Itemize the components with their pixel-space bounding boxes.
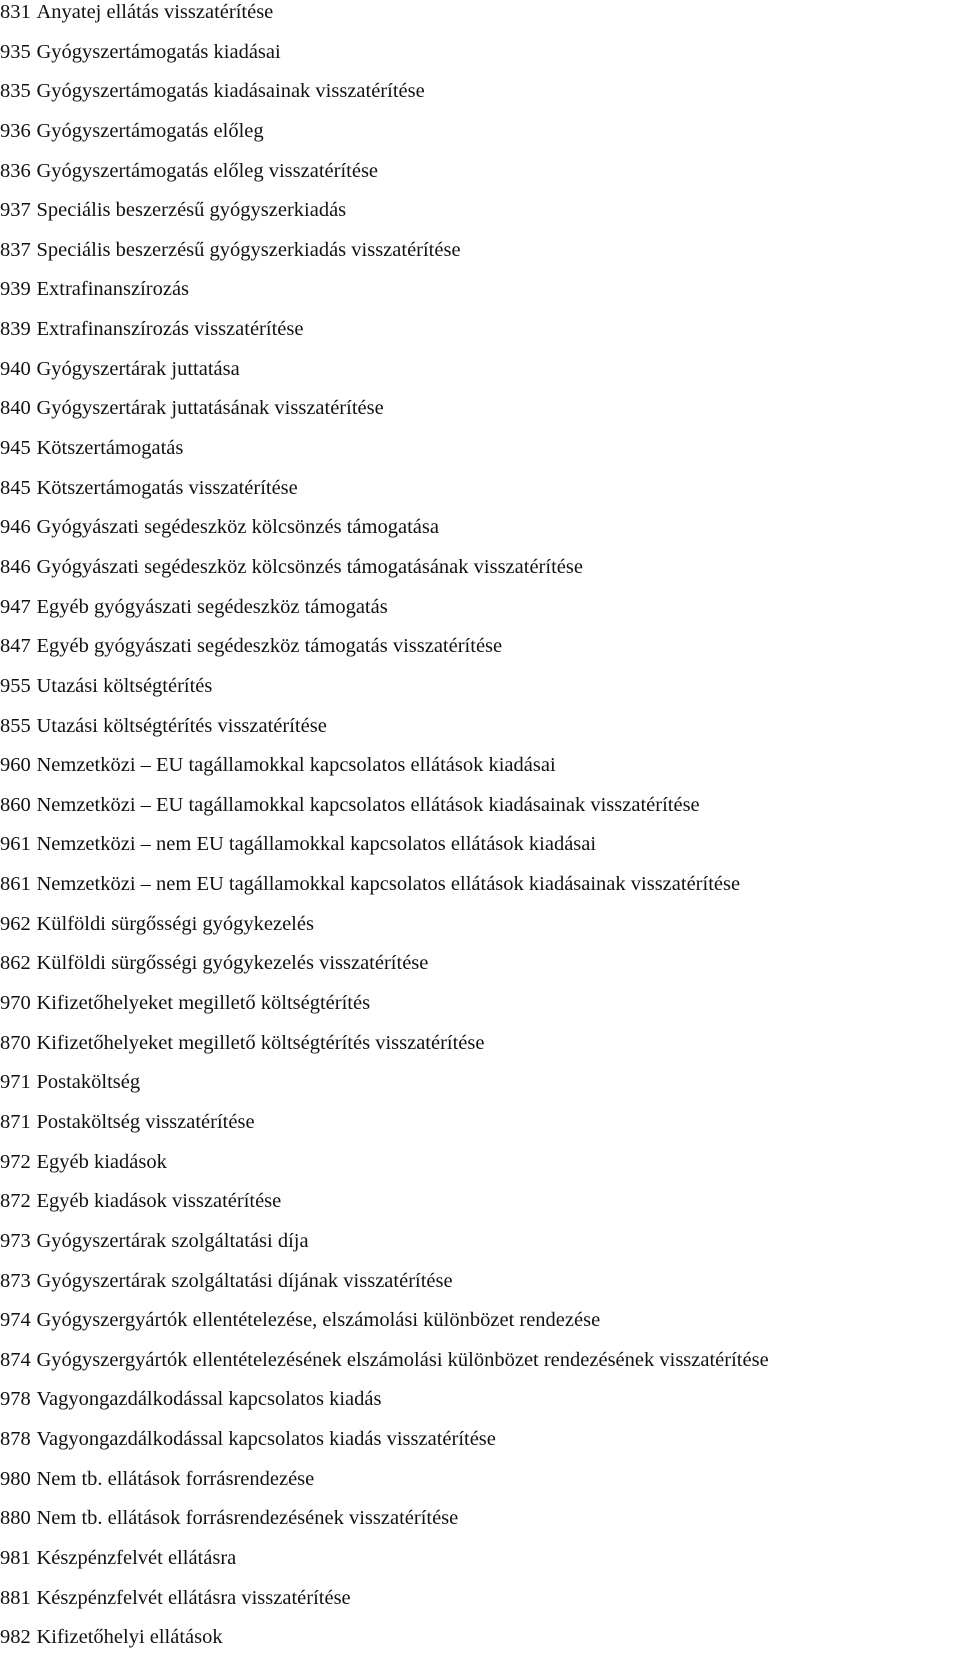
- code-entry: [0, 238, 960, 278]
- entry-code: 847: [0, 635, 31, 658]
- code-entry: [0, 951, 960, 991]
- code-entry: [0, 1308, 960, 1348]
- entry-code: 871: [0, 1110, 31, 1133]
- entry-text: Készpénzfelvét ellátásra: [36, 1546, 237, 1569]
- entry-code: 860: [0, 793, 31, 816]
- entry-text: Gyógyszertárak szolgáltatási díja: [36, 1229, 309, 1252]
- entry-text: Kifizetőhelyi ellátások: [36, 1626, 223, 1649]
- entry-code: 978: [0, 1388, 31, 1411]
- entry-text: Gyógyszertámogatás kiadásai: [36, 40, 281, 63]
- entry-code: 836: [0, 159, 31, 182]
- entry-text: Nemzetközi – EU tagállamokkal kapcsolatos ellátások kiadásainak visszatérítése: [36, 793, 700, 816]
- code-entry: [0, 119, 960, 159]
- entry-code: 962: [0, 912, 31, 935]
- code-entry: [0, 0, 960, 40]
- entry-text: Kifizetőhelyeket megillető költségtérítés: [36, 992, 371, 1015]
- entry-text: Egyéb kiadások visszatérítése: [36, 1190, 282, 1213]
- entry-text: Nem tb. ellátások forrásrendezésének visszatérítése: [36, 1507, 459, 1530]
- entry-text: Gyógyszertámogatás előleg visszatérítése: [36, 159, 379, 182]
- entry-text: Extrafinanszírozás visszatérítése: [36, 318, 304, 341]
- entry-text: Gyógyszergyártók ellentételezésének elszámolási különbözet rendezésének visszatérítése: [36, 1348, 769, 1371]
- entry-text: Egyéb kiadások: [36, 1150, 167, 1173]
- entry-text: Utazási költségtérítés: [36, 674, 213, 697]
- entry-code: 839: [0, 318, 31, 341]
- entry-code: 981: [0, 1546, 31, 1569]
- entry-code: 955: [0, 674, 31, 697]
- code-entry: [0, 872, 960, 912]
- entry-code: 845: [0, 476, 31, 499]
- entry-text: Gyógyszertárak juttatásának visszatérítése: [36, 397, 384, 420]
- code-entry: [0, 753, 960, 793]
- code-entry: [0, 832, 960, 872]
- entry-code: 878: [0, 1428, 31, 1451]
- entry-text: Egyéb gyógyászati segédeszköz támogatás: [36, 595, 388, 618]
- entry-text: Extrafinanszírozás: [36, 278, 190, 301]
- code-entry: [0, 912, 960, 952]
- entry-code: 945: [0, 437, 31, 460]
- code-entry: [0, 396, 960, 436]
- entry-text: Speciális beszerzésű gyógyszerkiadás: [36, 199, 347, 222]
- code-entry: [0, 1070, 960, 1110]
- entry-code: 862: [0, 952, 31, 975]
- code-entry: [0, 1427, 960, 1467]
- entry-text: Kifizetőhelyeket megillető költségtérítés visszatérítése: [36, 1031, 485, 1054]
- entry-code: 960: [0, 754, 31, 777]
- code-entry: [0, 317, 960, 357]
- entry-code: 971: [0, 1071, 31, 1094]
- entry-code: 935: [0, 40, 31, 63]
- entry-code: 980: [0, 1467, 31, 1490]
- entry-code: 974: [0, 1309, 31, 1332]
- entry-code: 880: [0, 1507, 31, 1530]
- entry-code: 937: [0, 199, 31, 222]
- entry-text: Vagyongazdálkodással kapcsolatos kiadás visszatérítése: [36, 1428, 496, 1451]
- entry-text: Kötszertámogatás visszatérítése: [36, 476, 298, 499]
- code-entry: [0, 1506, 960, 1546]
- code-entry: [0, 277, 960, 317]
- code-entry: [0, 1546, 960, 1586]
- entry-code: 881: [0, 1586, 31, 1609]
- entry-code: 874: [0, 1348, 31, 1371]
- entry-text: Gyógyszergyártók ellentételezése, elszámolási különbözet rendezése: [36, 1309, 601, 1332]
- entry-code: 872: [0, 1190, 31, 1213]
- code-entry: [0, 79, 960, 119]
- entry-code: 936: [0, 119, 31, 142]
- entry-code: 835: [0, 80, 31, 103]
- entry-text: Gyógyászati segédeszköz kölcsönzés támogatásának visszatérítése: [36, 555, 583, 578]
- entry-code: 940: [0, 357, 31, 380]
- code-entry: [0, 476, 960, 516]
- code-entry: [0, 991, 960, 1031]
- entry-code: 855: [0, 714, 31, 737]
- entry-code: 831: [0, 1, 31, 23]
- code-entry: [0, 1467, 960, 1507]
- code-entry: [0, 1625, 960, 1665]
- entry-code: 961: [0, 833, 31, 856]
- code-entry: [0, 1269, 960, 1309]
- entry-text: Speciális beszerzésű gyógyszerkiadás visszatérítése: [36, 238, 461, 261]
- code-entry: [0, 1586, 960, 1626]
- code-entry: [0, 357, 960, 397]
- entry-text: Postaköltség visszatérítése: [36, 1110, 255, 1133]
- entry-text: Gyógyszertárak juttatása: [36, 357, 240, 380]
- entry-code: 939: [0, 278, 31, 301]
- entry-code: 972: [0, 1150, 31, 1173]
- code-entry: [0, 1189, 960, 1229]
- entry-code: 947: [0, 595, 31, 618]
- entry-text: Gyógyszertárak szolgáltatási díjának visszatérítése: [36, 1269, 453, 1292]
- entry-code: 840: [0, 397, 31, 420]
- code-entry: [0, 40, 960, 80]
- code-entry: [0, 198, 960, 238]
- code-entry: [0, 515, 960, 555]
- code-entry: [0, 436, 960, 476]
- entry-code: 970: [0, 992, 31, 1015]
- code-entry: [0, 1387, 960, 1427]
- code-entry: [0, 1031, 960, 1071]
- code-entry: [0, 1150, 960, 1190]
- entry-code: 873: [0, 1269, 31, 1292]
- entry-text: Vagyongazdálkodással kapcsolatos kiadás: [36, 1388, 382, 1411]
- entry-text: Utazási költségtérítés visszatérítése: [36, 714, 327, 737]
- entry-code: 982: [0, 1626, 31, 1649]
- entry-text: Postaköltség: [36, 1071, 141, 1094]
- entry-code: 973: [0, 1229, 31, 1252]
- entry-text: Készpénzfelvét ellátásra visszatérítése: [36, 1586, 351, 1609]
- code-entry: [0, 159, 960, 199]
- code-entry: [0, 595, 960, 635]
- entry-text: Nemzetközi – nem EU tagállamokkal kapcsolatos ellátások kiadásai: [36, 833, 597, 856]
- entry-code: 946: [0, 516, 31, 539]
- entry-code: 837: [0, 238, 31, 261]
- entry-text: Gyógyszertámogatás kiadásainak visszatérítése: [36, 80, 425, 103]
- entry-text: Egyéb gyógyászati segédeszköz támogatás visszatérítése: [36, 635, 503, 658]
- entry-text: Nemzetközi – nem EU tagállamokkal kapcsolatos ellátások kiadásainak visszatérítése: [36, 873, 741, 896]
- entry-code: 870: [0, 1031, 31, 1054]
- entry-text: Gyógyszertámogatás előleg: [36, 119, 264, 142]
- code-entry: [0, 714, 960, 754]
- entry-text: Kötszertámogatás: [36, 437, 184, 460]
- code-entry: [0, 793, 960, 833]
- entry-text: Külföldi sürgősségi gyógykezelés: [36, 912, 314, 935]
- entry-text: Nem tb. ellátások forrásrendezése: [36, 1467, 315, 1490]
- code-entry: [0, 1348, 960, 1388]
- entry-code: 861: [0, 873, 31, 896]
- entry-text: Anyatej ellátás visszatérítése: [36, 1, 274, 23]
- code-entry: [0, 674, 960, 714]
- entry-text: Nemzetközi – EU tagállamokkal kapcsolatos ellátások kiadásai: [36, 754, 556, 777]
- code-entry: [0, 1229, 960, 1269]
- code-entry: [0, 634, 960, 674]
- entry-text: Külföldi sürgősségi gyógykezelés visszatérítése: [36, 952, 429, 975]
- code-entry: [0, 555, 960, 595]
- code-entry: [0, 1110, 960, 1150]
- entry-code: 846: [0, 555, 31, 578]
- entry-text: Gyógyászati segédeszköz kölcsönzés támogatása: [36, 516, 439, 539]
